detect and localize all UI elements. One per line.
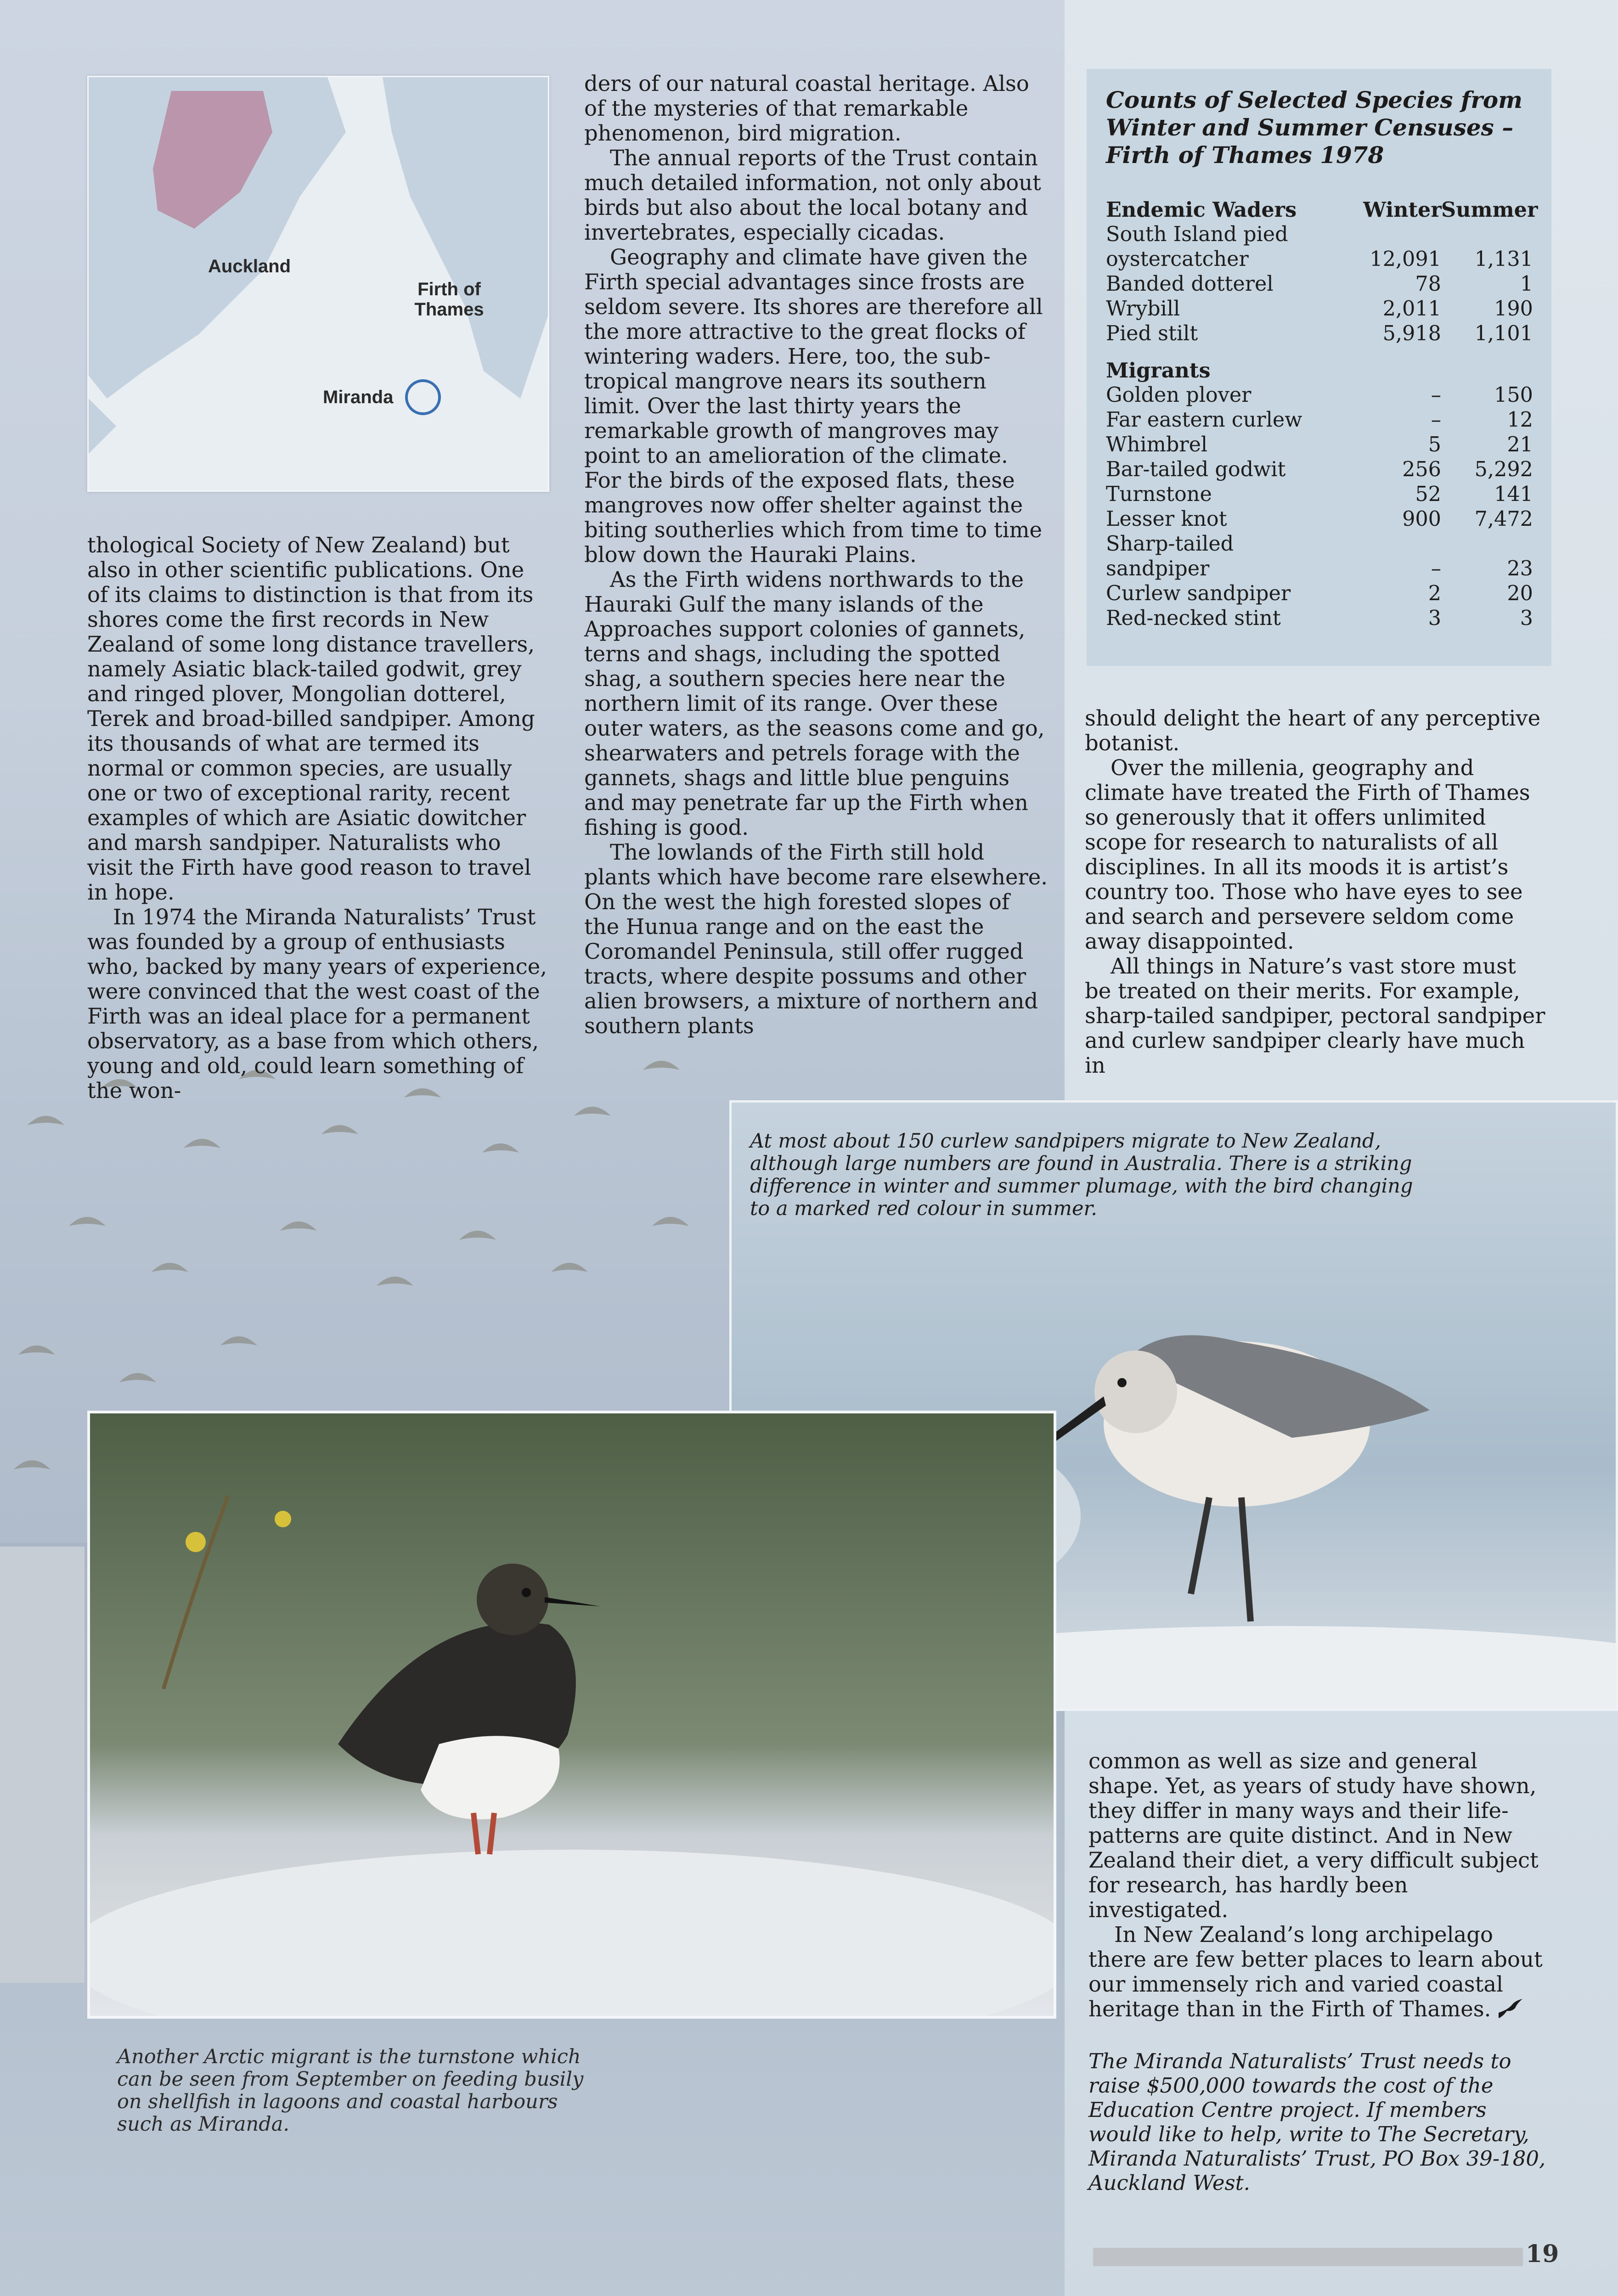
winter-count-cell: 78: [1415, 272, 1441, 296]
article-paragraph: All things in Nature’s vast store must be treated on their merits. For example, sharp-tailed sandpiper, pectoral sandpiper and curlew sandpiper clearly have much in: [1085, 954, 1545, 1078]
winter-count-cell: 900: [1402, 507, 1441, 531]
trust-appeal-note: The Miranda Naturalists’ Trust needs to raise $500,000 towards the cost of the Education Centre project. If members would like to help, write to The Secretary, Miranda Naturalists’ Trust, PO Box 39-180, Auckland West.: [1088, 2049, 1546, 2195]
species-count-table: [1106, 197, 1538, 631]
winter-count-cell: –: [1431, 383, 1441, 407]
summer-count-cell: 21: [1507, 433, 1533, 456]
table-row: [1106, 532, 1533, 557]
species-name-cell: oystercatcher: [1106, 248, 1249, 271]
species-name-cell: Turnstone: [1106, 483, 1212, 506]
table-header-row: [1106, 197, 1538, 222]
table-row: [1106, 408, 1533, 433]
article-paragraph: Over the millenia, geography and climate have treated the Firth of Thames so generously that it offers unlimited scope for research to naturalists of all disciplines. In all its moods it is artist’s country too. Those who have eyes to see and search and persevere seldom come away disappointed.: [1085, 755, 1530, 954]
flying-bird: [652, 1217, 689, 1226]
species-name-cell: Whimbrel: [1106, 433, 1208, 456]
flying-bird: [551, 1263, 588, 1272]
map-label-firth-line1: Firth of: [417, 279, 481, 299]
table-row: [1106, 581, 1533, 606]
species-name-cell: sandpiper: [1106, 557, 1210, 580]
table-row: [1106, 247, 1533, 272]
article-paragraph-text: In New Zealand’s long archipelago there are few better places to learn about our immensely rich and varied coastal heritage than in the Firth of Thames.: [1088, 1922, 1543, 2021]
table-row: [1106, 457, 1533, 482]
winter-count-cell: 3: [1428, 607, 1441, 630]
summer-count-cell: 141: [1494, 483, 1533, 506]
turnstone-photo-graphic: [90, 1413, 1054, 2016]
species-name-cell: Sharp-tailed: [1106, 532, 1234, 556]
winter-count-cell: [1363, 532, 1441, 557]
table-row: [1106, 606, 1533, 631]
species-name-cell: South Island pied: [1106, 223, 1288, 246]
summer-count-cell: 3: [1520, 607, 1533, 630]
endemic-heading: Endemic Waders: [1106, 198, 1297, 222]
article-paragraph: The lowlands of the Firth still hold plants which have become rare elsewhere. On the west the high forested slopes of the Hunua range and on the east the Coromandel Peninsula, still offer rugged tracts, where despite possums and other alien browsers, a mixture of northern and southern plants: [584, 840, 1048, 1038]
species-name-cell: Wrybill: [1106, 297, 1180, 321]
winter-count-cell: –: [1431, 408, 1441, 432]
migrants-heading: Migrants: [1106, 359, 1211, 383]
table-row: [1106, 482, 1533, 507]
winter-count-cell: 256: [1402, 458, 1441, 481]
migrants-heading-row: [1106, 358, 1533, 383]
winter-count-cell: 5,918: [1382, 322, 1441, 345]
article-column-3-bottom: [1088, 1749, 1552, 2195]
flying-bird: [18, 1345, 55, 1355]
flying-bird: [377, 1277, 413, 1286]
flying-bird: [14, 1460, 51, 1469]
table-row: [1106, 507, 1533, 532]
table-row: [1106, 297, 1533, 321]
summer-count-cell: 150: [1494, 383, 1533, 407]
species-count-table-box: [1087, 69, 1551, 666]
winter-count-cell: 2,011: [1382, 297, 1441, 321]
article-paragraph: The annual reports of the Trust contain much detailed information, not only about birds but also about the local botany and invertebrates, especially cicadas.: [584, 146, 1041, 245]
article-paragraph: common as well as size and general shape. Yet, as years of study have shown, they differ in many ways and their life-patterns are quite distinct. And in New Zealand their diet, a very difficult subject for research, has hardly been investigated.: [1088, 1749, 1539, 1922]
species-name-cell: Lesser knot: [1106, 507, 1227, 531]
winter-count-cell: –: [1431, 557, 1441, 580]
table-row: [1106, 383, 1533, 408]
winter-count-cell: 12,091: [1370, 248, 1441, 271]
flying-bird: [119, 1373, 156, 1382]
article-column-2: [584, 71, 1048, 1038]
migrant-rows: [1106, 383, 1533, 631]
page-number: 19: [1526, 2240, 1559, 2268]
article-paragraph: In 1974 the Miranda Naturalists’ Trust was founded by a group of enthusiasts who, backed by many years of experience, were convinced that the west coast of the Firth was an ideal place for a permanent observatory, as a base from which others, young and old, could learn something of the won-: [87, 905, 547, 1103]
table-row: [1106, 321, 1533, 346]
turnstone-photo-caption: Another Arctic migrant is the turnstone which can be seen from September on feeding busily on shellfish in lagoons and coastal harbours such as Miranda.: [117, 2045, 584, 2136]
species-name-cell: Red-necked stint: [1106, 607, 1281, 630]
article-column-1: [87, 533, 551, 1103]
flying-bird: [280, 1221, 317, 1231]
table-title: Counts of Selected Species from Winter and Summer Censuses – Firth of Thames 1978: [1106, 86, 1523, 169]
table-row: [1106, 222, 1533, 247]
end-mark-bird-icon: [1498, 1999, 1525, 2019]
species-name-cell: Curlew sandpiper: [1106, 582, 1291, 605]
article-paragraph: Geography and climate have given the Firth special advantages since frosts are seldom severe. Its shores are therefore all the more attractive to the great flocks of wintering waders. Here, too, the sub-tropical mangrove nears its southern limit. Over the last thirty years the remarkable growth of mangroves may point to an amelioration of the climate. For the birds of the exposed flats, these mangroves now offer shelter against the biting southerlies which from time to time blow down the Hauraki Plains.: [584, 245, 1043, 567]
table-row: [1106, 272, 1533, 297]
endemic-rows: [1106, 222, 1533, 346]
flying-bird: [643, 1061, 680, 1070]
article-column-3-top: [1085, 706, 1549, 1078]
curlew-photo-caption: At most about 150 curlew sandpipers migrate to New Zealand, although large numbers are found in Australia. There is a striking difference in winter and summer plumage, with the bird changing to a marked red colour in summer.: [750, 1130, 1413, 1220]
summer-count-cell: [1441, 532, 1533, 557]
turnstone-photo: [87, 1411, 1056, 2019]
article-paragraph: [1088, 1922, 1552, 2021]
summer-count-cell: 1: [1520, 272, 1533, 296]
summer-count-cell: 20: [1507, 582, 1533, 605]
species-name-cell: Far eastern curlew: [1106, 408, 1302, 432]
winter-count-cell: 52: [1415, 483, 1441, 506]
flying-bird: [574, 1107, 611, 1116]
winter-heading: Winter: [1363, 198, 1442, 222]
species-name-cell: Golden plover: [1106, 383, 1252, 407]
flying-bird: [459, 1231, 496, 1240]
map-label-firth-of-thames: [410, 279, 488, 320]
map-label-miranda: Miranda: [323, 387, 394, 407]
table-row: [1106, 433, 1533, 457]
flying-bird: [482, 1143, 519, 1153]
winter-count-cell: 5: [1428, 433, 1441, 456]
footer-rule: [1093, 2248, 1523, 2266]
winter-count-cell: [1363, 222, 1441, 247]
summer-count-cell: [1441, 222, 1533, 247]
species-name-cell: Pied stilt: [1106, 322, 1198, 345]
flying-bird: [28, 1116, 64, 1125]
article-paragraph: should delight the heart of any perceptive botanist.: [1085, 706, 1541, 755]
summer-count-cell: 5,292: [1474, 458, 1533, 481]
flying-bird: [220, 1336, 257, 1345]
table-row: [1106, 557, 1533, 581]
article-paragraph: As the Firth widens northwards to the Hauraki Gulf the many islands of the Approaches support colonies of gannets, terns and shags, including the spotted shag, a southern species here near the northern limit of its range. Over these outer waters, as the seasons come and go, shearwaters and petrels forage with the gannets, shags and little blue penguins and may penetrate far up the Firth when fishing is good.: [584, 567, 1045, 840]
flying-bird: [184, 1139, 220, 1148]
summer-count-cell: 23: [1507, 557, 1533, 580]
summer-count-cell: 1,131: [1474, 248, 1533, 271]
map-label-firth-line2: Thames: [414, 299, 484, 320]
map-label-auckland: Auckland: [208, 256, 291, 276]
summer-count-cell: 7,472: [1474, 507, 1533, 531]
winter-count-cell: 2: [1428, 582, 1441, 605]
summer-count-cell: 1,101: [1474, 322, 1533, 345]
summer-count-cell: 12: [1507, 408, 1533, 432]
summer-count-cell: 190: [1494, 297, 1533, 321]
summer-heading: Summer: [1441, 198, 1538, 222]
left-edge-photo-strip: [0, 1547, 85, 1983]
article-paragraph: ders of our natural coastal heritage. Also of the mysteries of that remarkable phenomenon, bird migration.: [584, 71, 1029, 146]
flying-bird: [321, 1125, 358, 1134]
flying-bird: [152, 1263, 188, 1272]
species-name-cell: Bar-tailed godwit: [1106, 458, 1286, 481]
firth-of-thames-map: [87, 76, 549, 492]
article-paragraph: thological Society of New Zealand) but also in other scientific publications. One of its claims to distinction is that from its shores come the first records in New Zealand of some long distance travellers, namely Asiatic black-tailed godwit, grey and ringed plover, Mongolian dotterel, Terek and broad-billed sandpiper. Among its thousands of what are termed its normal or common species, are usually one or two of exceptional rarity, recent examples of which are Asiatic dowitcher and marsh sandpiper. Naturalists who visit the Firth have good reason to travel in hope.: [87, 533, 535, 905]
flying-bird: [69, 1217, 106, 1226]
species-name-cell: Banded dotterel: [1106, 272, 1274, 296]
